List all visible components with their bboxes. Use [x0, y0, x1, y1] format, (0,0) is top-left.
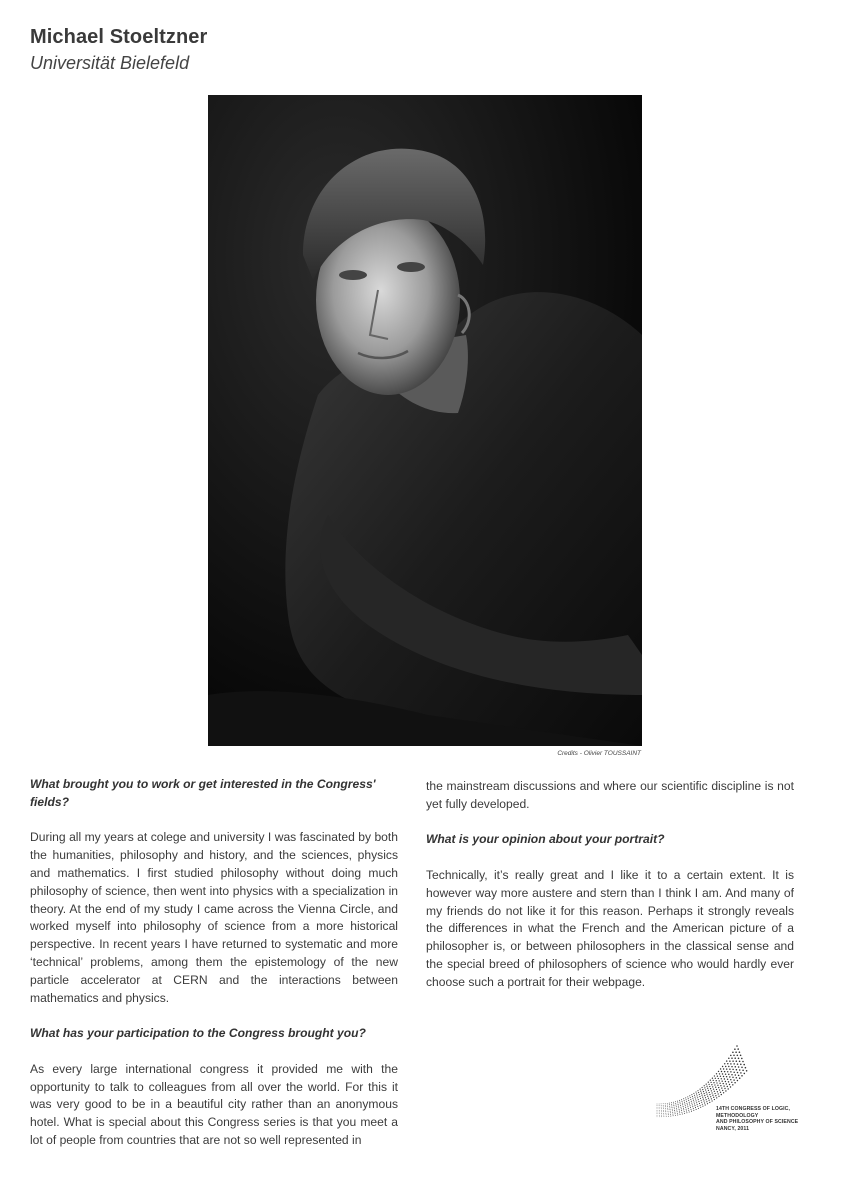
logo-line-2: METHODOLOGY [716, 1112, 759, 1119]
congress-logo-text [716, 1106, 816, 1132]
question-2: What has your participation to the Congress brought you? [30, 1026, 366, 1041]
answer-1: During all my years at colege and university I was fascinated by both the humanities, philosophy and history, and the sciences, physics and mathematics. I first studied philosophy without doing much philosophy of science, then went into physics with a specialization in theory. At the end of my study I came across the Vienna Circle, and worked myself into philosophy of science from a more historical perspective. In recent years I have returned to systematic and more ‘technical’ problems, among them the epistemology of the new particle accelerator at CERN and the interactions between mathematics and physics. [30, 830, 398, 1005]
answer-3: Technically, it’s really great and I like it to a certain extent. It is however way more austere and stern than I think I am. And many of my friends do not like it for this reason. Perhaps it strongly reveals the differences in what the French and the American picture of a philosopher is, or between philosophers in the classical sense and the special breed of philosophers of science who would hardly ever choose such a portrait for their webpage. [426, 867, 794, 989]
person-name: Michael Stoeltzner [30, 26, 208, 48]
affiliation: Universität Bielefeld [30, 53, 190, 73]
photo-credits: Credits - Olivier TOUSSAINT [557, 750, 641, 757]
left-column [30, 776, 398, 1168]
right-column [426, 778, 794, 1009]
portrait-photo [208, 95, 642, 746]
question-1: What brought you to work or get interested in the Congress' fields? [30, 777, 376, 809]
answer-2-continued: the mainstream discussions and where our scientific discipline is not yet fully developed. [426, 779, 794, 811]
answer-2: As every large international congress it provided me with the opportunity to talk to colleagues from all over the world. For this it was very good to be in a beautiful city rather than an anonymous hotel. What is special about this Congress series is that you meet a lot of people from countries that are not so well represented in [30, 1061, 398, 1147]
logo-line-1: 14TH CONGRESS OF LOGIC, [716, 1106, 791, 1112]
logo-line-4: NANCY, 2011 [716, 1125, 750, 1132]
logo-line-3: AND PHILOSOPHY OF SCIENCE [716, 1119, 799, 1126]
question-3: What is your opinion about your portrait? [426, 832, 665, 847]
